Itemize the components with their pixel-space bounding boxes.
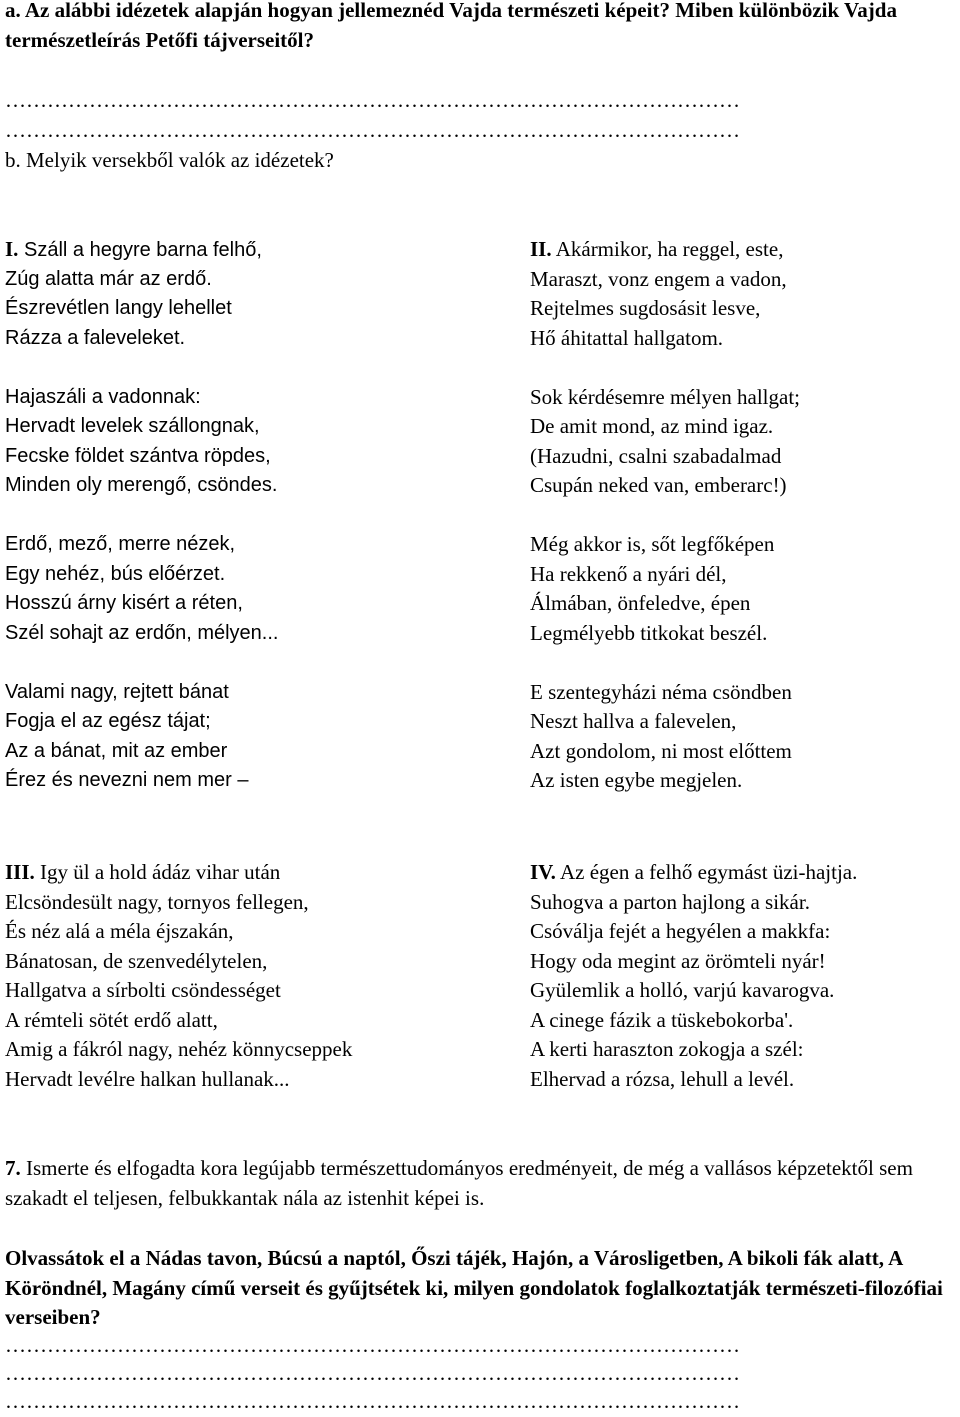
poem-line: Erdő, mező, merre nézek, xyxy=(5,533,236,555)
poem-line: Gyülemlik a holló, varjú kavarogva. xyxy=(530,978,835,1002)
poem-line: Csupán neked van, emberarc!) xyxy=(530,473,787,497)
poem-line: Hajaszáli a vadonnak: xyxy=(5,385,201,408)
poem-line: Fogja el az egész tájat; xyxy=(5,710,211,732)
section-7-number: 7. xyxy=(5,1156,21,1180)
question-a-label: a. xyxy=(5,0,21,22)
task-answer-line-3[interactable]: …………………………………………………………………………………………… xyxy=(5,1389,740,1413)
poem-line: Sok kérdésemre mélyen hallgat; xyxy=(530,384,800,409)
poem-line: I. Száll a hegyre barna felhő, xyxy=(5,237,262,261)
poem-line: Rázza a faleveleket. xyxy=(5,326,186,349)
poem-line: Valami nagy, rejtett bánat xyxy=(5,680,229,703)
poem-3-numeral: III. xyxy=(5,860,35,884)
answer-line-2[interactable]: …………………………………………………………………………………………… xyxy=(5,118,740,142)
answer-line-1[interactable]: …………………………………………………………………………………………… xyxy=(5,88,740,112)
task-answer-line-1[interactable]: …………………………………………………………………………………………… xyxy=(5,1333,740,1357)
poem-line: Ha rekkenő a nyári dél, xyxy=(530,561,727,586)
poem-line: Neszt hallva a falevelen, xyxy=(530,709,737,733)
question-a-text: Az alábbi idézetek alapján hogyan jellemeznéd Vajda természeti képeit? Miben különbözik Vajda természetleírás Petőfi tájverseitől? xyxy=(5,0,897,52)
poem-line: Amig a fákról nagy, nehéz könnycseppek xyxy=(5,1037,353,1061)
poem-3 xyxy=(5,858,505,1094)
poem-line: A kerti haraszton zokogja a szél: xyxy=(530,1037,804,1061)
poem-line: Rejtelmes sugdosásit lesve, xyxy=(530,296,761,320)
poem-line: A cinege fázik a tüskebokorba'. xyxy=(530,1007,794,1032)
poem-1-numeral: I. xyxy=(5,237,19,261)
question-a xyxy=(5,0,955,55)
poem-line: Hogy oda megint az örömteli nyár! xyxy=(530,948,826,973)
poem-line: Érez és nevezni nem mer – xyxy=(5,769,249,791)
poem-line: Fecske földet szántva röpdes, xyxy=(5,444,271,467)
poem-line: Az a bánat, mit az ember xyxy=(5,739,228,762)
section-7-text: Ismerte és elfogadta kora legújabb természettudományos eredményeit, de még a vallásos képzetektől sem szakadt el teljesen, felbukkantak nála az istenhit képei is. xyxy=(5,1156,913,1210)
question-b: b. Melyik versekből valók az idézetek? xyxy=(5,148,334,172)
poem-line: Minden oly merengő, csöndes. xyxy=(5,474,278,496)
poem-line: Legmélyebb titkokat beszél. xyxy=(530,620,768,645)
section-7 xyxy=(5,1154,955,1213)
poem-line: E szentegyházi néma csöndben xyxy=(530,679,792,704)
poem-line: Hő áhitattal hallgatom. xyxy=(530,325,724,350)
poem-line: Az isten egybe megjelen. xyxy=(530,768,743,792)
poem-line: Szél sohajt az erdőn, mélyen... xyxy=(5,621,279,644)
poem-4 xyxy=(530,858,955,1094)
poem-line: De amit mond, az mind igaz. xyxy=(530,414,774,438)
poem-line: Suhogva a parton hajlong a sikár. xyxy=(530,889,810,914)
poem-line: II. Akármikor, ha reggel, este, xyxy=(530,237,784,261)
poem-line: Hosszú árny kisért a réten, xyxy=(5,592,243,614)
poem-line: (Hazudni, csalni szabadalmad xyxy=(530,443,782,468)
poem-line: Elcsöndesült nagy, tornyos fellegen, xyxy=(5,889,309,914)
poem-line: Észrevétlen langy lehellet xyxy=(5,297,232,319)
poem-line: Csóválja fejét a hegyélen a makkfa: xyxy=(530,919,831,943)
poem-line: III. Igy ül a hold ádáz vihar után xyxy=(5,860,281,884)
poem-line: Álmában, önfeledve, épen xyxy=(530,591,751,615)
poem-line: A rémteli sötét erdő alatt, xyxy=(5,1007,218,1032)
poem-line: Azt gondolom, ni most előttem xyxy=(530,738,792,763)
poem-line: Egy nehéz, bús előérzet. xyxy=(5,562,226,585)
poem-line: És néz alá a méla éjszakán, xyxy=(5,919,234,943)
poem-1 xyxy=(5,235,505,796)
poem-2 xyxy=(530,235,955,796)
poem-line: Zúg alatta már az erdő. xyxy=(5,267,212,290)
poem-line: Hallgatva a sírbolti csöndességet xyxy=(5,978,281,1002)
poem-line: Maraszt, vonz engem a vadon, xyxy=(530,266,787,291)
poem-line: IV. Az égen a felhő egymást üzi-hajtja. xyxy=(530,860,858,884)
task-answer-line-2[interactable]: …………………………………………………………………………………………… xyxy=(5,1361,740,1385)
poem-4-numeral: IV. xyxy=(530,860,556,884)
poem-2-numeral: II. xyxy=(530,237,552,261)
poem-line: Elhervad a rózsa, lehull a levél. xyxy=(530,1066,795,1091)
poem-line: Hervadt levelek szállongnak, xyxy=(5,415,260,437)
poem-line: Bánatosan, de szenvedélytelen, xyxy=(5,948,268,973)
task-text: Olvassátok el a Nádas tavon, Búcsú a naptól, Őszi tájék, Hajón, a Városligetben, A bikoli fák alatt, A Köröndnél, Magány című verseit és gyűjtsétek ki, milyen gondolatok foglalkoztatják természeti-filozófiai verseiben? xyxy=(5,1246,943,1329)
poem-line: Hervadt levélre halkan hullanak... xyxy=(5,1066,290,1091)
poem-line: Még akkor is, sőt legfőképen xyxy=(530,532,775,556)
